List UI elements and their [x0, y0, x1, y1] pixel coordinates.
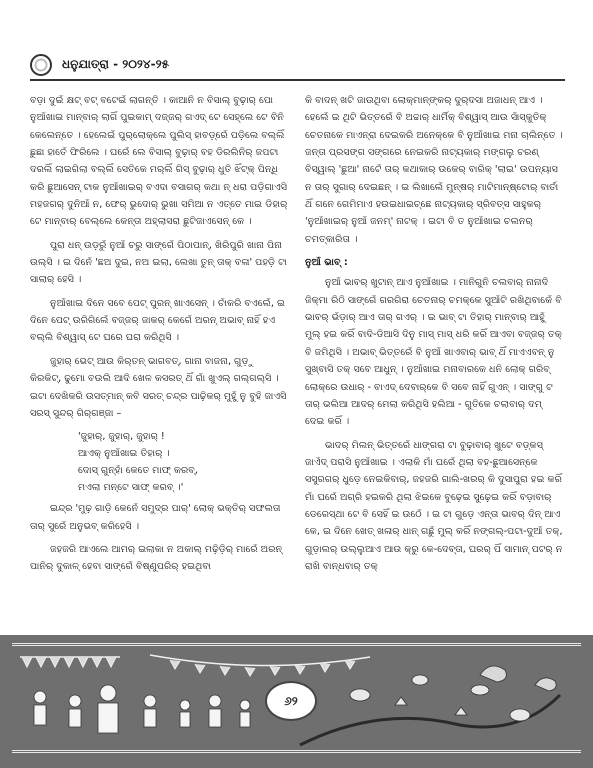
- verse-line: ଆଏକ୍ ନୁଆଁଖାଇ ତିହାର୍ ।: [78, 448, 170, 460]
- paragraph: ନୁଆଁଖାଇ ଦିନେ ସବେ ପେଟ୍ ପୁରନ୍ ଖାଏସେନ୍ । ଚାଁକରି ବଏଲେଁ, ଇ ଦିନେ ପେଟ୍ ଉରିଗିଲେଁ ବଜ୍ଜର୍ ଜାକର୍ କେଗେଁ ଅରନ୍ ଅଭାବ୍ ନାହିଁ ହଏ ବଲ୍ଲି ବିଶ୍ୱାସ୍ ଟେ ଘରେ ଘରା କରିଥିସି ।: [30, 297, 285, 344]
- left-column: [30, 92, 288, 622]
- paragraph: ଇନ୍ଦ୍ର 'ମୁଢ଼ ଗାଡ଼ି କେନେଁ ସମୁଦ୍ର ପାର୍' ଲୋକ୍ ଭକ୍ତିର୍ ସଫଲତା ତାର୍ ସୁରେଁ ଅନୁଭବ୍ କରିହେସି ।: [30, 503, 281, 532]
- right-column: [305, 92, 563, 622]
- seal-emblem-icon: [30, 54, 52, 76]
- paragraph: ଜୁହାର୍ ଭେଟ୍ ଆଉ କିର୍‌ତନ୍ ଭାଗବତ୍, ଗାନା ବାଜନା, ଗୁଡ଼ୁ କିରକିଟ୍, ଢୁମୋ ବଉଲି ଆଦି ଖେଳ କସରତ୍ ଥିଁ ଗାଁ ଖୁଏଲ୍ ଗଲ୍‌ଗଲ୍‌ସି । ଇଟା ଦେଖିକରି ଉସତ୍‌ମାନ୍ କବି ସରତ୍ ଚନ୍ଦ୍ର ପାଢ଼ିକର୍ ମୁହୁଁ ନୁ ବୁହି ଜାଏସି ସରସ୍ ସୁନ୍ଦର୍ ଗିର୍‌ଗଞ୍ଜା –: [30, 355, 287, 419]
- verse-line: 'ଜୁହାର୍, ଜୁହାର୍, ଜୁହାର୍ !: [78, 431, 165, 443]
- verse-line: ମଏଲା ମନ୍‌ଟେ ସାଫ୍ କରବ୍ ।': [78, 482, 184, 494]
- page-number: ୬୨: [265, 681, 317, 721]
- paragraph: ପୁରା ଧନ୍ ଉଡ଼ରୁଁ ନୁଆଁ ଚରୁ ସାଙ୍ଗେଁ ପିଠାପାନ୍, ଖିରିପୁରି ଖାନା ପିନା ଉଲ୍‌ସି । ଇ ଦିନେଁ 'ଛଅ ଦୁଇ, ନଅ ଇଲା, ଲେଖା ତୁନ୍ ତାକ୍ ବଳା' ପହଡ଼ି ଟା ସାଲାର୍ ହେସି ।: [30, 239, 287, 286]
- running-title: ଧନୁଯାତ୍ରା - ୨୦୨୪-୨୫: [62, 57, 170, 71]
- section-heading: ନୁଆଁ ଭାବ୍ :: [305, 257, 348, 269]
- paragraph: ନୁଆଁ ଭାବର୍ ଖୁଟାନ୍ ଆଏ ନୁଆଁଖାଇ । ମାନିଗୁନି ଚଲବାର୍ ନାନାଦି ଜିକ୍‌ମା ରିଠି ସାଙ୍ଗେଁ ଗରଗିରା ଚେତନାର୍ ଚମକ୍‌କେ ସୁଆଁଟି ରଖିଥିବାକେଁ ବି ଭାବର୍ ଭଁଡ଼ାର୍ ଆଏ ତାର୍ ଗଏର୍ । ଇ ଭାବ୍ ଟା ତିହାର୍ ମାନ୍‌ବାର୍ ଆହୁଁ ମୁଲ୍ ହଇ କରିଁ ବାଦି-ଡିଆସି ଦିନୁ ମାସ୍ ମାସ୍ ଧରି କରିଁ ଆଏବା ବଜ୍ଜର୍ ତକ୍ ବି ଜମିଥିସି । ଅଭାବ୍ ଭିତ୍ତରେଁ ବି ନୁଆଁ ଖାଏବାର୍ ଭାବ୍ ଥିଁ ମାଏଏବନ୍ ନୁ ସୁଖ୍‌ବାସି ତକ୍ ସବେ ଆଧୁନ୍ । ନୁଆଁଖାଇ ମନାବାରକେ ଧନି ଲୋକ୍ ଗରିବ୍ ଲୋକ୍‌ରେ ଉଧାର୍ - ବାଏଦ୍ ଦେବାର୍‌କେ ବି ସବେ ନାହିଁ ଗୁଏନ୍ । ସାଙ୍ଗୁ ଟ ତାର୍ ଭଲିଆ ଆଦର୍ ମେଲା କରିଥିସି ହଲିଆ - ଗୁତିକେ ଚଲାବାର୍ ଦମ୍ ଦେଇ କରିଁ ।: [305, 277, 562, 428]
- page-header: [30, 52, 565, 80]
- poem-verse: [30, 428, 288, 496]
- header-rule: [30, 79, 565, 81]
- paragraph: ଜହଜରି ଆଏଲେ ଆମର୍ ଇଲାକା ନ ଅକାଲ୍ ମଢ଼ିଡ଼ିର୍ ମାରେଁ ଅରନ୍ ପାନିର୍ ଦୁକାଳ୍ ହେବା ସାଙ୍ଗେଁ ବିଷ୍ଣୁପରିର୍ ହଇଥିବା: [30, 543, 283, 573]
- paragraph: କି ବାଦନ୍ ଖଟି ଜାଉଥିବା ଲୋକ୍‌ମାନ୍‌ଙ୍କର୍ ଦୁର୍‌ଦସା ଅଜାଧନ୍ ଆଏ । ହେଲେଁ ଇ ଥିଟି ଭିତ୍ତରେଁ ବି ଅଚ୍ଚାର୍ ଧାର୍ମିକ୍ ବିଶ୍ୱାସ୍ ଆଉ ସାଁସ୍କୁତିକ୍ ଚେତନାକେ ମାଏନ୍‌ରା ଦେଇକରି ଅନେକ୍‌କେ ବି ନୁଆଁଖାଇ ମନା ଚାଲିନ୍ତେ । ଜନ୍ତା ପ୍ରସଙ୍ଗ ସଙ୍ଗରେ ନେଇକରି ନାଟ୍ୟକାର୍ ମଙ୍ଗଲୁ ଚରଣ୍ ବିସ୍ୱାଲ୍ 'ଛୁଆ' ନାଟେଁ ତାର୍ କଥାକାର୍ ଉକେର୍ ବାରିକ୍ 'ଲାଇ' ଉପନ୍ୟାସ ନ ତାର୍ ସୁଗାର୍ ଦେଇଛନ୍ । ଇ ଲିଖାଲେଁ ମୁନ୍‌ଷର୍ ମାଟିମାନ୍‌ଷ୍ଟୋର୍ ବାର୍ତା ଥିଁ ଗନେ ଗେମିମାଏ ହଉଇଧାଇଚ୍ଛେ ନାଟ୍ୟକାର୍ ସ୍ରିବତ୍ସ ସାହୁକର୍ 'ନୁଆଁଖାଇର୍ ନୁଆଁ ଜନମ୍' ନାଟକ୍ । ଇଟା ବି ତ ନୁଆଁଖାଇ ଚଲନର୍ ଚମତ୍କାରିତା ।: [305, 95, 563, 245]
- paragraph: ବଡ଼ା ଦୁଇଁ କ୍ଷଟ୍ ବଟ୍ ବଟେଇଁ ଲାଗନ୍ତି । କାଆନି ନ ବିସାଲ୍ ବୁଢ଼ାର୍ ପୋ ନୁଆଁଖାଇ ମାନ୍‌ବାର୍ ଲାଗିଁ ପୁଇକାମ୍ ଦଜ୍ଜର୍ ଗଏଦ୍ ଟେ ସେହ୍‌ଲେ ଟେ ବିନି କେଲେନ୍ତେ । ହେଲେଇଁ ପୁର୍‌ଲୋକ୍‌ଲେ ପୁଲିସ୍ ହାବଡ଼୍‌ରେଁ ପଡ଼ିଲେ ବଲ୍ଲିଁ ଛୁଛା ହାତେଁ ଫିରିଲେ । ଘରେଁ ଲେ ବିସାଲ୍ ବୁଢ଼ାର୍ ବହ ଡିରଲିନିର୍ ଜପଟା ଦରଲିଁ ଲାଇଗିଲା ବଲ୍ଲିଁ ସେତିକେ ମର୍‌ଲିଁ ଗିସ୍ ବୁଢ଼ାର୍ ଧୁତି ଝିଁଟ୍‌କ୍ ପିନ୍ଧି କରି ଛୁଆସେନ୍ ଟାକ ନୁଆଁଖାଇର୍ ବଏଦା ବସାଗର୍ କଥା ନ୍ ଧରା ପଡ଼ିଗାଏସି ମହଜଗର୍ ଦୁନିଆଁ ନ, ଫେର୍ ଭୁଦୋର୍ ଭୁଖା ସମିଆ ନ ଏତ୍ତେ ମାଇ ଡିହାର୍ ଟେ ମାନ୍‌ବାର୍ ବେଲ୍‌ଲେ କେନ୍ତା ଅହ୍ଲାସରା ଛୁଟିଜାଏସେନ୍ କେ ।: [30, 95, 288, 228]
- paragraph: ଭାଦର୍ ମିଲନ୍ ଭିତ୍ତରେଁ ଧାଙ୍ଗରା ଟା ବୁଢ଼ାବାର୍ ଖୁଟେ ବଡ଼୍‌କସ୍ ଜାଏଁଦ୍ ପରାସି ନୁଆଁଖାଇ । ଏଲାକି ମାଁ ଘରେଁ ଥିଲା ବହ-ଛୁଆସେନ୍‌କେ ସସୁରଗର୍ ଧୁଡ଼େ ନେଇକିବାର୍, ଜହଜରି ଗାଲି-ଖରର୍ କି ଦୁସାପୁରା ହଇ କରିଁ ମାଁ ଘରେଁ ଅଗ୍ରି ହଇକରି ଥିଲା ଝିଇକେ ବୁଢ଼େଇ ସୁଢ଼େଇ କରିଁ ବଡ଼ାବାର୍ ଡେରେସ୍‌ଥା ଟେ ବି ସେହିଁ ଇ ଉଠେଁ । ଇ ଟା ଗୁଡ଼େ ଏନ୍ତା ଭାବର୍ ଦିନ୍ ଆଏ କେ, ଇ ଦିନେ ଖେତ୍ ଖଳାର୍ ଧାନ୍ ଗଛୁଁ ମୁଲ୍ କରିଁ ନଙ୍ଗଲ୍-ପଟା-ଦୁଆଁ ତକ୍, ଗୁଡ଼ାଲର୍ ଉଲ୍ଲୁଆଏ ଆଉ କ୍ରୁ କେ-ଦେବ୍‌ତା, ଘରର୍ ପିଁ ସାମାନ୍ ପଟର୍ ନ ରାଖି ବାନ୍ଧବାର୍ ତକ୍: [305, 439, 563, 572]
- footer-band: [0, 635, 593, 768]
- verse-line: ଦୋସ୍ ଗୁନ୍‌ହାଁ କେତେ ମାଫ୍ କରବ୍,: [78, 465, 198, 477]
